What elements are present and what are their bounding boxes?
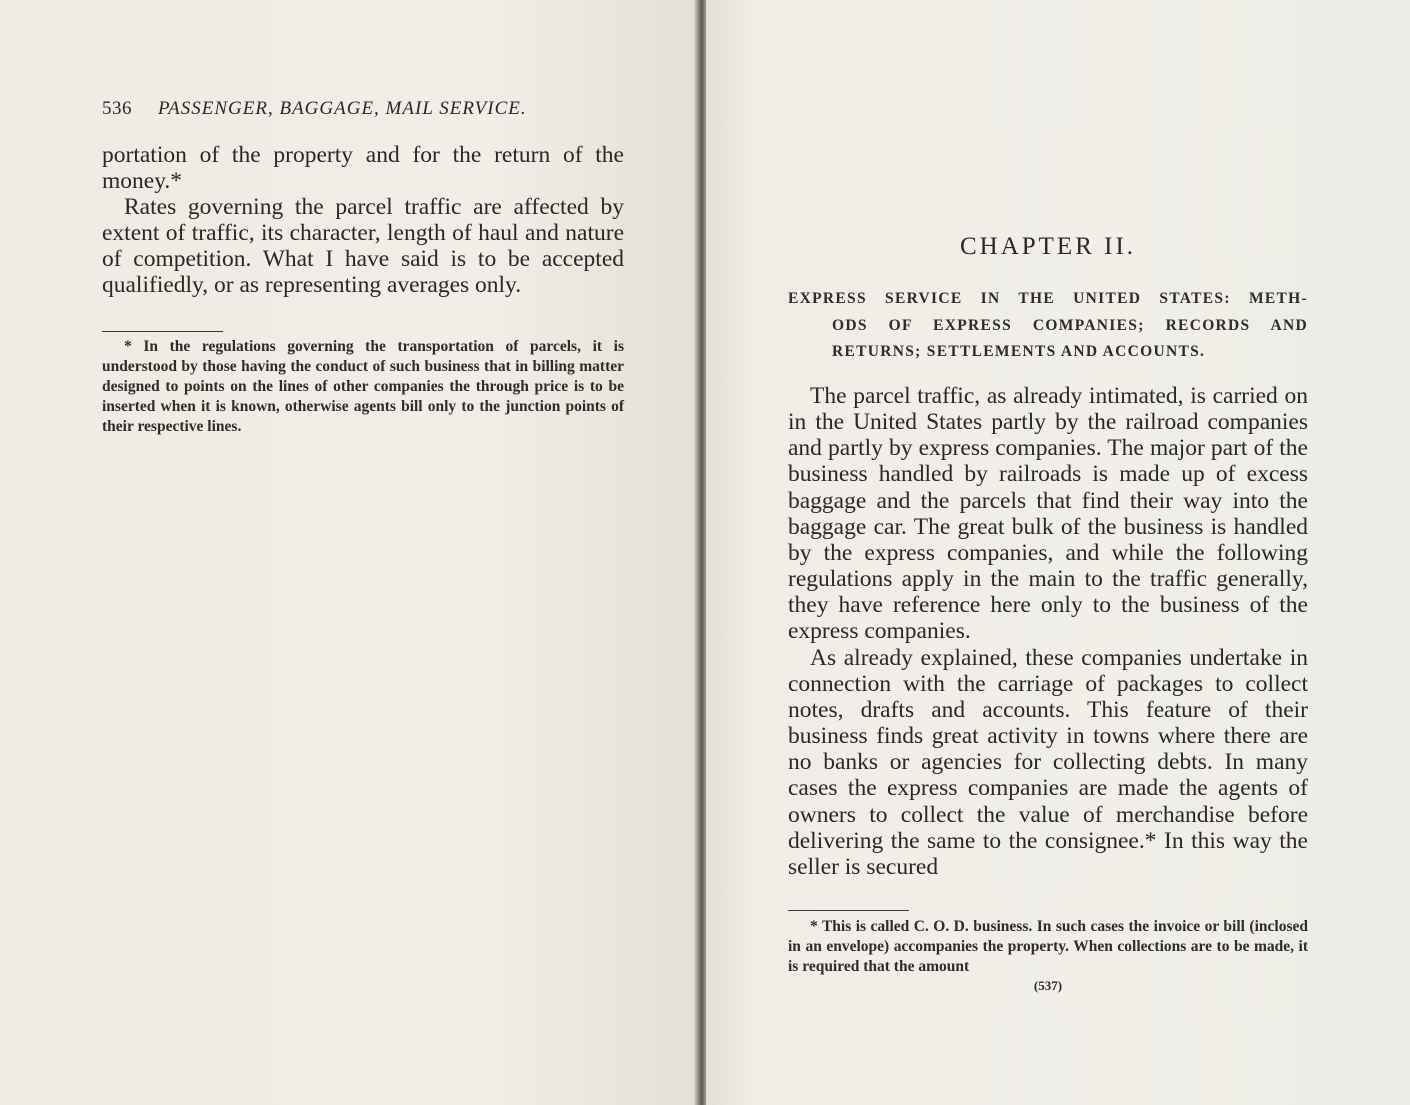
chapter-subtitle (788, 286, 1308, 366)
footnote-rule (102, 331, 223, 332)
subtitle-line: ODS OF EXPRESS COMPANIES; RECORDS AND (832, 316, 1308, 334)
running-title: PASSENGER, BAGGAGE, MAIL SERVICE. (158, 98, 527, 119)
footnote-rule (788, 910, 909, 911)
paragraph: Rates governing the parcel traffic are affected by extent of traffic, its character, length of haul and nature of competition. What I have said is to be accepted qualifiedly, or as representing averages only. (102, 194, 624, 298)
paragraph: The parcel traffic, as already intimated, is carried on in the United States partly by the railroad companies and partly by express companies. The major part of the business handled by railroads is made up of excess baggage and the parcels that find their way into the baggage car. The great bulk of the business is handled by the express companies, and while the following regulations apply in the main to the traffic generally, they have reference here only to the business of the express companies. (788, 383, 1308, 645)
footnote: * This is called C. O. D. business. In such cases the invoice or bill (inclosed in an envelope) accompanies the property. When collections are to be made, it is required that the amount (788, 918, 1308, 975)
subtitle-line: EXPRESS SERVICE IN THE UNITED STATES: METH- (788, 290, 1308, 307)
subtitle-line: RETURNS; SETTLEMENTS AND ACCOUNTS. (832, 343, 1206, 360)
paragraph: portation of the property and for the return of the money.* (102, 142, 624, 194)
chapter-heading: CHAPTER II. (959, 233, 1137, 260)
right-body-text (788, 383, 1308, 880)
paragraph: As already explained, these companies undertake in connection with the carriage of packages to collect notes, drafts and accounts. This feature of their business finds great activity in towns where there are no banks or agencies for collecting debts. In many cases the express companies are made the agents of owners to collect the value of merchandise before delivering the same to the consignee.* In this way the seller is secured (788, 644, 1308, 880)
footnote: * In the regulations governing the transportation of parcels, it is understood by those having the conduct of such business that in billing matter designed to points on the lines of other companies the through price is to be inserted when it is known, otherwise agents bill only to the junction points of their respective lines. (102, 338, 624, 435)
page-number: 536 (102, 98, 132, 119)
left-page (0, 0, 696, 1105)
page-folio: (537) (1033, 978, 1063, 993)
left-body-text (102, 142, 624, 298)
running-head (102, 98, 622, 120)
